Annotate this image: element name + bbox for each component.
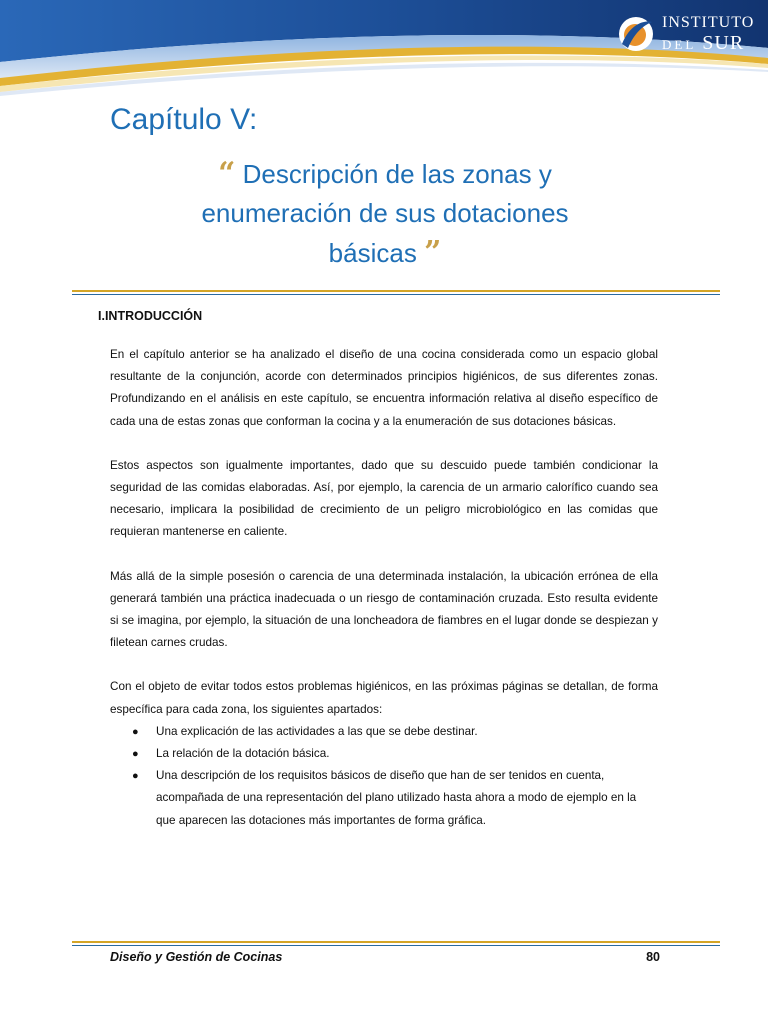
chapter-subtitle bbox=[110, 154, 660, 273]
footer-divider bbox=[72, 941, 720, 946]
logo-text-del: DEL bbox=[662, 37, 697, 52]
body-content bbox=[110, 344, 658, 832]
top-divider bbox=[72, 290, 720, 295]
logo-text-line2 bbox=[662, 32, 744, 55]
bullet-list bbox=[110, 721, 658, 832]
section-heading: I.INTRODUCCIÓN bbox=[98, 309, 203, 323]
open-quote-mark: “ bbox=[218, 156, 236, 191]
list-item: ● Una descripción de los requisitos básicos de diseño que han de ser tenidos en cuenta, acompañada de una representación del plano utilizado hasta ahora a modo de ejemplo en la que aparecen las dotaciones más importantes de forma gráfica. bbox=[110, 765, 658, 832]
footer-title: Diseño y Gestión de Cocinas bbox=[110, 950, 283, 964]
subtitle-line3: básicas bbox=[328, 238, 417, 268]
bullet-icon: ● bbox=[132, 770, 139, 783]
page-number: 80 bbox=[646, 950, 660, 964]
bullet-icon: ● bbox=[132, 748, 139, 761]
close-quote-mark: ” bbox=[424, 235, 442, 270]
subtitle-line2: enumeración de sus dotaciones bbox=[201, 198, 569, 228]
list-item: ● La relación de la dotación básica. bbox=[110, 743, 658, 765]
paragraph-1: En el capítulo anterior se ha analizado el diseño de una cocina considerada como un espacio global resultante de la conjunción, acorde con determinados principios higiénicos, de sus diferentes zonas. Profundizando en el análisis en este capítulo, se encuentra información relativa al diseño específico de cada una de estas zonas que conforman la cocina y a la enumeración de sus dotaciones básicas. bbox=[110, 348, 658, 428]
logo-text-line1: INSTITUTO bbox=[662, 14, 755, 31]
logo-text-sur: SUR bbox=[702, 32, 745, 54]
list-item: ● Una explicación de las actividades a las que se debe destinar. bbox=[110, 721, 658, 743]
institute-logo bbox=[616, 12, 766, 58]
bullet-icon: ● bbox=[132, 725, 139, 738]
paragraph-3: Más allá de la simple posesión o carencia de una determinada instalación, la ubicación errónea de ella generará también una práctica inadecuada o un riesgo de contaminación cruzada. Esto resulta evidente si se imagina, por ejemplo, la situación de una loncheadora de fiambres en el lugar donde se despiezan y filetean carnes crudas. bbox=[110, 569, 658, 650]
paragraph-2: Estos aspectos son igualmente importantes, dado que su descuido puede también condicionar la seguridad de las comidas elaboradas. Así, por ejemplo, la carencia de un armario calorífico cuando sea necesario, implicara la posibilidad de crecimiento de un peligro microbiológico en las comidas que requieran mantenerse en caliente. bbox=[110, 458, 658, 539]
chapter-title: Capítulo V: bbox=[110, 103, 258, 136]
subtitle-line1: Descripción de las zonas y bbox=[242, 159, 552, 189]
logo-emblem-icon bbox=[616, 14, 656, 54]
paragraph-4: Con el objeto de evitar todos estos problemas higiénicos, en las próximas páginas se detallan, de forma específica para cada zona, los siguientes apartados: bbox=[110, 680, 658, 716]
